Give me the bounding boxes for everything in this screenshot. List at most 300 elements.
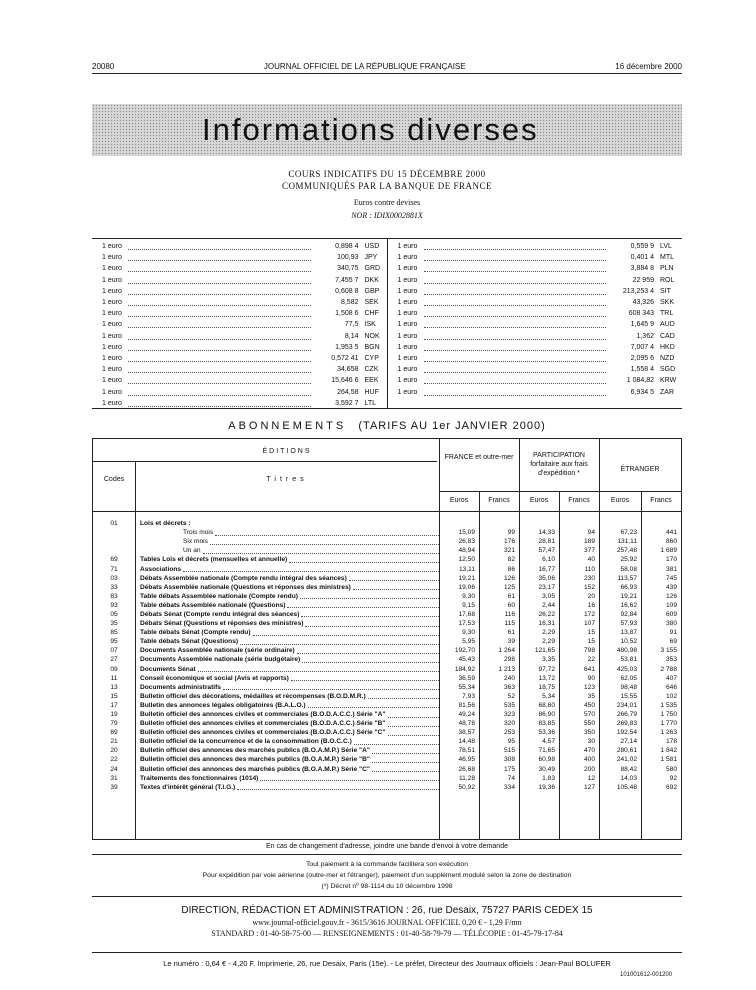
row-price: 13,11 <box>458 565 475 573</box>
rate-value: 3,884 8 <box>630 265 654 273</box>
row-title-cell <box>135 756 439 763</box>
rate-value: 1,558 4 <box>630 366 654 374</box>
row-price: 3 155 <box>660 647 677 655</box>
row-title: Table débats Assemblée nationale (Compte rendu) <box>140 592 298 600</box>
rate-label: 1 euro <box>397 265 418 273</box>
rate-value: 340,75 <box>337 265 359 273</box>
leader-dots <box>372 766 439 772</box>
row-price: 58,08 <box>620 565 637 573</box>
row-price: 78,51 <box>458 747 475 755</box>
row-price: 9,30 <box>462 592 475 600</box>
row-price: 127 <box>583 783 595 791</box>
row-price: 176 <box>503 538 515 546</box>
row-price: 178 <box>665 738 677 746</box>
leader-dots <box>240 639 439 645</box>
row-price: 25,92 <box>620 556 637 564</box>
rate-currency: DKK <box>364 276 379 284</box>
row-price: 26,68 <box>458 765 475 773</box>
row-title-cell <box>135 747 439 754</box>
leader-dots <box>128 355 311 362</box>
row-price: 257,48 <box>616 547 637 555</box>
table-row <box>93 546 681 555</box>
leader-dots <box>424 344 607 351</box>
row-price: 62,05 <box>620 674 637 682</box>
table-row <box>93 783 681 792</box>
leader-dots <box>353 584 439 590</box>
table-row <box>93 574 681 583</box>
row-title-cell <box>135 638 439 645</box>
row-price: 184,92 <box>454 665 475 673</box>
row-price: 26,83 <box>458 538 475 546</box>
row-title: Débats Sénat (Compte rendu intégral des séances) <box>140 610 300 618</box>
leader-dots <box>128 377 311 384</box>
rate-row <box>388 331 683 342</box>
row-code: 17 <box>110 701 118 709</box>
direction-block <box>92 905 682 938</box>
leader-dots <box>424 254 607 261</box>
row-title-cell <box>135 529 439 536</box>
row-price: 580 <box>665 765 677 773</box>
table-row <box>93 555 681 564</box>
table-row <box>93 646 681 655</box>
rate-row <box>388 308 683 319</box>
row-price: 3,05 <box>542 592 555 600</box>
row-title: Un an <box>183 547 201 555</box>
row-price: 1 535 <box>660 701 677 709</box>
table-row <box>93 683 681 692</box>
row-price: 253 <box>503 729 515 737</box>
row-code: 39 <box>110 783 118 791</box>
rate-label: 1 euro <box>102 321 122 329</box>
leader-dots <box>424 277 607 284</box>
rate-value: 0,572 41 <box>331 354 359 362</box>
row-price: 66,93 <box>620 583 637 591</box>
row-price: 105,48 <box>616 783 637 791</box>
row-price: 14,48 <box>458 738 475 746</box>
subscriptions-title: ABONNEMENTS <box>228 420 347 432</box>
rate-value: 1,953 5 <box>335 343 359 351</box>
row-price: 12 <box>587 774 595 782</box>
rate-row <box>92 386 387 397</box>
header-francs: Francs <box>488 497 510 504</box>
leader-dots <box>128 277 311 284</box>
row-price: 380 <box>665 620 677 628</box>
row-price: 646 <box>665 683 677 691</box>
rate-row <box>388 252 683 263</box>
rate-currency: CHF <box>364 310 379 318</box>
leader-dots <box>223 684 439 690</box>
row-price: 115 <box>504 620 515 628</box>
leader-dots <box>183 566 439 572</box>
table-row <box>93 728 681 737</box>
row-price: 6,10 <box>542 556 555 564</box>
row-code: 31 <box>110 774 118 782</box>
rate-row <box>92 263 387 274</box>
header-etranger: ÉTRANGER <box>620 466 660 473</box>
header-codes: Codes <box>103 476 125 483</box>
leader-dots <box>287 602 439 608</box>
row-price: 48,94 <box>458 547 475 555</box>
rate-label: 1 euro <box>102 310 122 318</box>
row-price: 192,54 <box>616 729 637 737</box>
row-price: 350 <box>583 729 595 737</box>
nor-reference: NOR : IDIX0002881X <box>351 211 423 220</box>
row-price: 18,75 <box>538 683 555 691</box>
row-price: 692 <box>665 783 677 791</box>
subscriptions-table-body <box>93 519 681 792</box>
row-price: 57,47 <box>538 547 555 555</box>
leader-dots <box>424 366 607 373</box>
row-title: Documents Assemblée nationale (série budgétaire) <box>140 656 301 664</box>
row-code: 20 <box>110 747 118 755</box>
row-price: 57,93 <box>620 620 637 628</box>
rate-value: 0,401 4 <box>630 254 654 262</box>
row-price: 16,62 <box>620 601 637 609</box>
row-price: 15 <box>587 629 595 637</box>
row-title-cell <box>135 538 439 545</box>
row-price: 550 <box>583 720 595 728</box>
row-title: Bulletin officiel des annonces des marchés publics (B.O.A.M.P.) Série "B" <box>140 756 371 764</box>
row-price: 60,98 <box>538 756 555 764</box>
row-title: Bulletin officiel des décorations, médailles et récompenses (B.O.D.M.R.) <box>140 692 366 700</box>
row-price: 22 <box>587 656 595 664</box>
row-price: 16,77 <box>538 565 555 573</box>
page-header <box>92 62 682 74</box>
rate-value: 8,14 <box>344 332 359 340</box>
subscriptions-heading <box>92 420 682 432</box>
leader-dots <box>128 321 311 328</box>
row-price: 23,17 <box>538 583 555 591</box>
rate-row <box>92 308 387 319</box>
table-row <box>93 592 681 601</box>
rate-value: 7,455 7 <box>335 276 359 284</box>
table-row <box>93 719 681 728</box>
address-change-note: En cas de changement d'adresse, joindre une bande d'envoi à votre demande <box>265 843 508 850</box>
footer-line1: Tout paiement à la commande facilitera son exécution <box>305 861 469 868</box>
leader-dots <box>210 539 439 545</box>
row-price: 570 <box>583 711 595 719</box>
header-participation: PARTICIPATION forfaitaire aux frais d'expédition * <box>530 452 588 477</box>
row-price: 60 <box>507 601 515 609</box>
rate-label: 1 euro <box>397 343 418 351</box>
row-price: 109 <box>665 601 677 609</box>
row-title: Lois et décrets : <box>140 520 191 528</box>
rate-value: 8,582 <box>340 299 359 307</box>
leader-dots <box>388 712 439 718</box>
row-title-cell <box>135 784 439 791</box>
row-price: 46,95 <box>458 756 475 764</box>
row-price: 515 <box>503 747 515 755</box>
row-title: Débats Assemblée nationale (Compte rendu intégral des séances) <box>140 574 347 582</box>
rate-value: 1,645 9 <box>630 321 654 329</box>
row-price: 1 842 <box>660 747 677 755</box>
rate-value: 1,508 6 <box>335 310 359 318</box>
row-title-cell <box>135 556 439 563</box>
row-price: 30,49 <box>538 765 555 773</box>
row-price: 480,98 <box>616 647 637 655</box>
rate-currency: SKK <box>660 299 675 307</box>
row-price: 45,43 <box>458 656 475 664</box>
rate-label: 1 euro <box>102 366 122 374</box>
leader-dots <box>424 333 607 340</box>
leader-dots <box>424 321 607 328</box>
rate-row <box>92 375 387 386</box>
row-price: 15,55 <box>620 692 637 700</box>
rate-value: 6,934 5 <box>630 388 654 396</box>
leader-dots <box>128 389 311 396</box>
row-title: Bulletin officiel des annonces des marchés publics (B.O.A.M.P.) Série "C" <box>140 765 371 773</box>
row-price: 1 213 <box>498 665 515 673</box>
rate-value: 15,646 6 <box>331 377 359 385</box>
row-title: Documents administratifs <box>140 683 221 691</box>
reference-code: 101001612-001200 <box>620 972 673 978</box>
row-price: 377 <box>583 547 595 555</box>
row-price: 363 <box>503 683 515 691</box>
leader-dots <box>260 775 439 781</box>
leader-dots <box>128 400 311 407</box>
row-price: 1 689 <box>660 547 677 555</box>
row-title: Bulletin des annonces légales obligatoires (B.A.L.O.) <box>140 701 306 709</box>
row-code: 85 <box>110 629 118 637</box>
row-price: 15 <box>587 638 595 646</box>
row-price: 13,72 <box>538 674 555 682</box>
rate-label: 1 euro <box>102 254 122 262</box>
row-price: 39 <box>507 638 515 646</box>
leader-dots <box>305 621 439 627</box>
row-price: 172 <box>583 610 595 618</box>
table-row <box>93 619 681 628</box>
row-price: 126 <box>503 574 515 582</box>
row-title: Bulletin officiel des annonces civiles et commerciales (B.O.D.A.C.C.) Série "A" <box>140 711 386 719</box>
row-title-cell <box>135 720 439 727</box>
row-title-cell <box>135 593 439 600</box>
rate-currency: ISK <box>364 321 376 329</box>
row-price: 48,78 <box>458 720 475 728</box>
leader-dots <box>128 243 311 250</box>
row-price: 425,03 <box>616 665 637 673</box>
row-price: 240 <box>503 674 515 682</box>
rate-currency: LTL <box>364 399 377 407</box>
rate-value: 34,658 <box>337 366 359 374</box>
table-row <box>93 564 681 573</box>
row-price: 609 <box>665 610 677 618</box>
row-price: 30 <box>587 738 595 746</box>
rate-row <box>92 398 387 409</box>
row-title-cell <box>135 775 439 782</box>
rate-value: 100,93 <box>337 254 359 262</box>
cours-line2: COMMUNIQUÉS PAR LA BANQUE DE FRANCE <box>282 181 492 191</box>
rate-row <box>92 275 387 286</box>
row-price: 55,34 <box>458 683 475 691</box>
row-price: 230 <box>583 574 595 582</box>
rate-label: 1 euro <box>397 276 418 284</box>
row-price: 107 <box>583 620 595 628</box>
divider <box>93 511 681 512</box>
row-title-cell <box>135 647 439 654</box>
row-title-cell <box>135 566 439 573</box>
table-row <box>93 674 681 683</box>
row-price: 28,81 <box>538 538 555 546</box>
row-price: 2,29 <box>542 629 555 637</box>
row-price: 40 <box>587 556 595 564</box>
header-euros: Euros <box>529 497 549 504</box>
row-price: 97,72 <box>538 665 555 673</box>
row-price: 99 <box>507 529 515 537</box>
row-price: 123 <box>583 683 595 691</box>
row-price: 83,85 <box>538 720 555 728</box>
leader-dots <box>128 310 311 317</box>
row-price: 7,93 <box>462 692 475 700</box>
table-row <box>93 755 681 764</box>
rate-label: 1 euro <box>397 332 418 340</box>
row-price: 308 <box>503 756 515 764</box>
table-row <box>93 746 681 755</box>
row-price: 19,21 <box>620 592 637 600</box>
row-price: 125 <box>503 583 515 591</box>
row-title-cell <box>135 738 439 745</box>
row-code: 11 <box>110 674 118 682</box>
row-code: 15 <box>110 692 118 700</box>
rate-value: 2,095 6 <box>630 354 654 362</box>
rate-label: 1 euro <box>102 354 122 362</box>
row-title-cell <box>135 675 439 682</box>
row-price: 14,03 <box>620 774 637 782</box>
row-code: 03 <box>110 574 118 582</box>
row-price: 131,11 <box>617 538 637 546</box>
row-price: 35 <box>587 692 595 700</box>
table-row <box>93 583 681 592</box>
rate-currency: HUF <box>364 388 379 396</box>
row-price: 19,21 <box>458 574 475 582</box>
cours-line3: Euros contre devises <box>353 198 421 207</box>
direction-phones: STANDARD : 01-40-58-75-00 — RENSEIGNEMENTS : 01-40-58-79-79 — TÉLÉCOPIE : 01-45-79-17-84 <box>211 929 563 938</box>
row-price: 192,70 <box>454 647 475 655</box>
row-title: Trois mois <box>183 529 214 537</box>
rate-currency: PLN <box>660 265 674 273</box>
leader-dots <box>424 389 607 396</box>
row-price: 19,36 <box>538 783 555 791</box>
row-title: Table débats Sénat (Questions) <box>140 638 239 646</box>
direction-web: www.journal-officiel.gouv.fr - 3615/3616 JOURNAL OFFICIEL 0,20 € - 1,29 F/mn <box>252 918 522 927</box>
rate-row <box>92 364 387 375</box>
row-price: 2,44 <box>542 601 555 609</box>
rate-row <box>92 297 387 308</box>
leader-dots <box>301 611 439 617</box>
row-price: 13,87 <box>620 629 637 637</box>
row-price: 94 <box>587 529 595 537</box>
rate-row <box>92 353 387 364</box>
row-price: 353 <box>665 656 677 664</box>
leader-dots <box>424 299 607 306</box>
leader-dots <box>368 693 439 699</box>
rate-label: 1 euro <box>397 310 418 318</box>
row-price: 400 <box>583 756 595 764</box>
rate-label: 1 euro <box>102 299 122 307</box>
row-price: 745 <box>665 574 677 582</box>
row-price: 49,24 <box>458 711 475 719</box>
rate-currency: NZD <box>660 354 675 362</box>
leader-dots <box>198 666 439 672</box>
leader-dots <box>203 548 439 554</box>
row-price: 90 <box>587 674 595 682</box>
row-title: Documents Assemblée nationale (série ordinaire) <box>140 647 295 655</box>
leader-dots <box>424 355 607 362</box>
table-row <box>93 610 681 619</box>
row-price: 450 <box>583 701 595 709</box>
row-price: 16,31 <box>538 620 555 628</box>
row-price: 92 <box>669 774 677 782</box>
rate-currency: HKD <box>660 343 675 351</box>
leader-dots <box>291 675 439 681</box>
rate-currency: CZK <box>364 366 379 374</box>
rate-currency: SIT <box>660 287 671 295</box>
row-title: Bulletin officiel des annonces des marchés publics (B.O.A.M.P.) Série "A" <box>140 747 371 755</box>
rate-label: 1 euro <box>397 388 418 396</box>
rate-row <box>92 319 387 330</box>
row-price: 110 <box>584 565 595 573</box>
row-code: 27 <box>110 656 118 664</box>
leader-dots <box>128 333 311 340</box>
row-price: 1 263 <box>660 729 677 737</box>
row-price: 86,90 <box>538 711 555 719</box>
row-title-cell <box>135 702 439 709</box>
leader-dots <box>128 366 311 373</box>
leader-dots <box>424 377 607 384</box>
footer-line2: Pour expédition par voie aérienne (outre-mer et l'étranger), paiement d'un supplément modulé selon la zone de destination <box>202 872 572 879</box>
row-code: 79 <box>110 720 118 728</box>
rate-currency: KRW <box>660 377 677 385</box>
row-price: 61 <box>507 592 515 600</box>
rate-row <box>388 241 683 252</box>
row-title-cell <box>135 656 439 663</box>
row-code: 89 <box>110 729 118 737</box>
rate-label: 1 euro <box>397 243 418 251</box>
row-price: 641 <box>583 665 595 673</box>
rate-label: 1 euro <box>102 343 122 351</box>
table-row <box>93 710 681 719</box>
rate-row <box>388 386 683 397</box>
row-title: Bulletin officiel de la concurrence et de la consommation (B.O.C.C.) <box>140 738 352 746</box>
leader-dots <box>302 657 439 663</box>
row-price: 1 770 <box>660 720 677 728</box>
rate-value: 1,362 <box>636 332 654 340</box>
rate-currency: CAD <box>660 332 675 340</box>
rate-row <box>388 263 683 274</box>
row-price: 88,42 <box>620 765 637 773</box>
row-title-cell <box>135 575 439 582</box>
row-price: 26,22 <box>538 610 555 618</box>
row-price: 35,06 <box>538 574 555 582</box>
leader-dots <box>289 557 439 563</box>
header-euros: Euros <box>610 497 630 504</box>
row-price: 439 <box>665 583 677 591</box>
header-france: FRANCE et outre-mer <box>444 454 514 461</box>
rate-label: 1 euro <box>102 243 122 251</box>
row-title: Traitements des fonctionnaires (1014) <box>140 774 259 782</box>
row-price: 121,65 <box>534 647 555 655</box>
leader-dots <box>128 265 311 272</box>
rates-column-left <box>92 239 388 408</box>
row-title: Documents Sénat <box>140 665 196 673</box>
row-price: 53,36 <box>538 729 555 737</box>
row-title: Conseil économique et social (Avis et rapports) <box>140 674 289 682</box>
page-number: 20080 <box>92 62 115 71</box>
leader-dots <box>372 757 439 763</box>
row-price: 50,92 <box>458 783 475 791</box>
row-price: 3,35 <box>542 656 555 664</box>
row-price: 5,95 <box>462 638 475 646</box>
row-title-cell <box>135 584 439 591</box>
